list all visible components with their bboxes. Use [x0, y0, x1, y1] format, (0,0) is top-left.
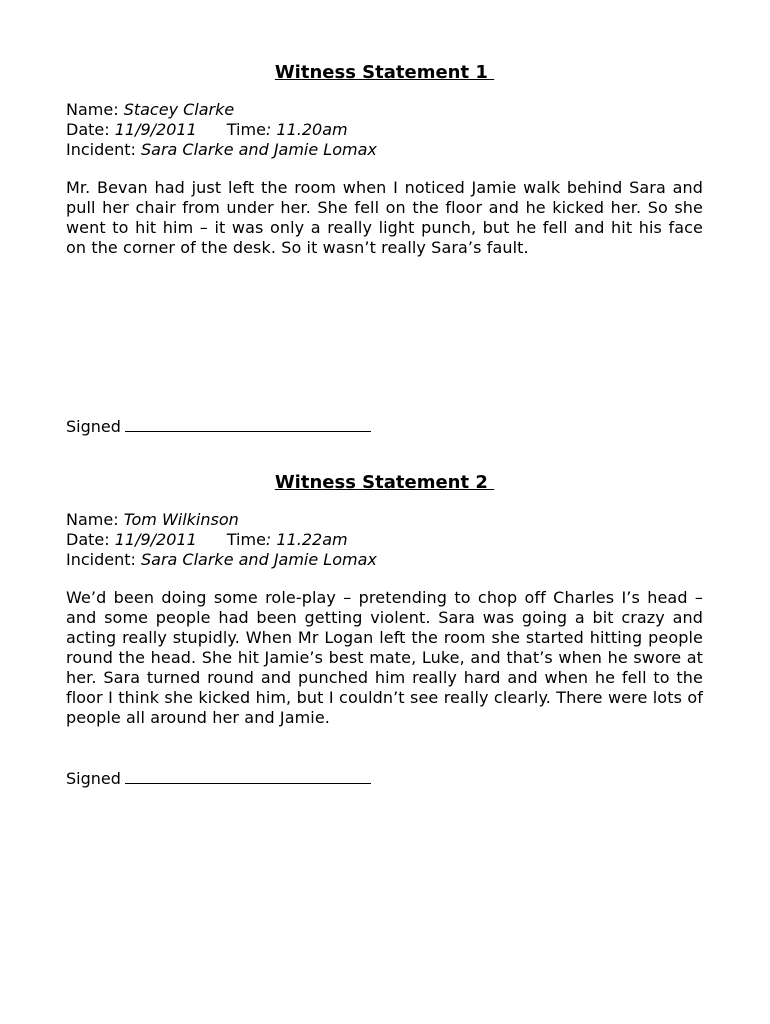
name-value: Stacey Clarke — [123, 100, 235, 119]
witness-statement-2 — [66, 472, 703, 789]
incident-value: Sara Clarke and Jamie Lomax — [141, 550, 377, 569]
date-value: 11/9/2011 — [114, 530, 197, 549]
date-value: 11/9/2011 — [114, 120, 197, 139]
signed-label: Signed — [66, 417, 121, 436]
witness-statement-1 — [66, 62, 703, 437]
signature-blank — [125, 416, 371, 432]
incident-label: Incident: — [66, 550, 141, 569]
statement-body: Mr. Bevan had just left the room when I noticed Jamie walk behind Sara and pull her chair from under her. She fell on the floor and he kicked her. So she went to hit him – it was only a really light punch, but he fell and hit his face on the corner of the desk. So it wasn’t really Sara’s fault. — [66, 178, 703, 257]
date-label: Date: — [66, 120, 115, 139]
incident-label: Incident: — [66, 140, 141, 159]
statement-title-text: Witness Statement 1 — [274, 62, 495, 83]
date-label: Date: — [66, 530, 115, 549]
time-value: : 11.22am — [265, 530, 348, 549]
time-label: Time — [226, 120, 266, 139]
statement-body: We’d been doing some role-play – pretending to chop off Charles I’s head – and some people had been getting violent. Sara was going a bit crazy and acting really stupidly. When Mr Logan left the room she started hitting people round the head. She hit Jamie’s best mate, Luke, and that’s when he swore at her. Sara turned round and punched him really hard and when he fell to the floor I think she kicked him, but I couldn’t see really clearly. There were lots of people all around her and Jamie. — [66, 588, 703, 727]
name-line — [66, 100, 703, 120]
time-value: : 11.20am — [265, 120, 348, 139]
signed-label: Signed — [66, 769, 121, 788]
incident-line — [66, 140, 703, 160]
name-value: Tom Wilkinson — [123, 510, 239, 529]
name-line — [66, 510, 703, 530]
incident-line — [66, 550, 703, 570]
name-label: Name: — [66, 100, 124, 119]
signature-line — [66, 768, 703, 789]
signature-blank — [125, 768, 371, 784]
statement-title-text: Witness Statement 2 — [274, 472, 495, 493]
signature-line — [66, 416, 703, 437]
date-time-line — [66, 120, 703, 140]
date-time-line — [66, 530, 703, 550]
name-label: Name: — [66, 510, 124, 529]
incident-value: Sara Clarke and Jamie Lomax — [141, 140, 377, 159]
statement-title — [66, 62, 703, 84]
time-label: Time — [226, 530, 266, 549]
statement-title — [66, 472, 703, 494]
